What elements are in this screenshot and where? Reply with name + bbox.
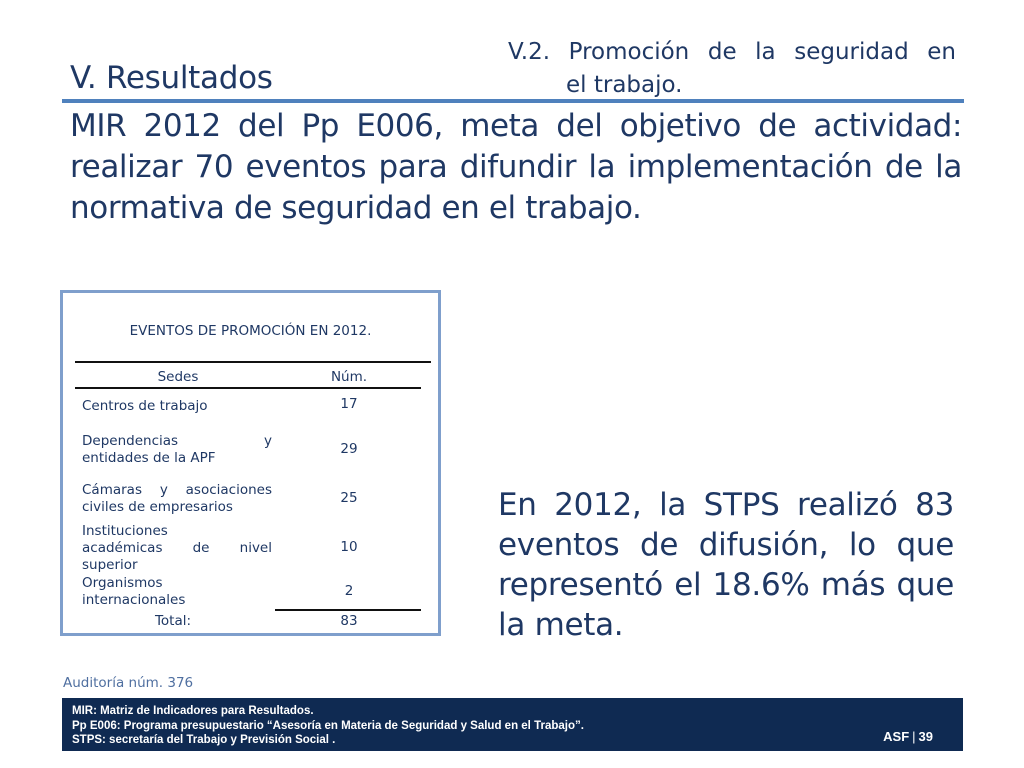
row-num: 10 — [340, 539, 358, 555]
header-num: Núm. — [330, 369, 368, 385]
table-total-rule — [275, 609, 421, 611]
row-sede: Organismos internacionales — [82, 575, 186, 608]
footer-bar — [62, 698, 963, 751]
section-title: V. Resultados — [70, 60, 273, 96]
row-num: 25 — [340, 490, 358, 506]
table-title: EVENTOS DE PROMOCIÓN EN 2012. — [129, 323, 372, 339]
subtitle-line-2: el trabajo. — [566, 72, 683, 98]
subtitle-line-1: V.2. Promoción de la seguridad en — [508, 39, 956, 65]
row-num: 17 — [340, 396, 358, 412]
audit-label: Auditoría núm. 376 — [63, 675, 194, 691]
table-header-rule — [75, 387, 421, 389]
events-table — [60, 290, 441, 636]
footer-note: Pp E006: Programa presupuestario “Asesoría en Materia de Seguridad y Salud en el Trabajo”. — [72, 719, 584, 732]
footer-note: STPS: secretaría del Trabajo y Previsión Social . — [72, 734, 336, 746]
row-num: 2 — [344, 583, 354, 599]
table-top-rule — [75, 361, 431, 363]
total-value: 83 — [340, 613, 358, 629]
main-statement: MIR 2012 del Pp E006, meta del objetivo de actividad: realizar 70 eventos para difundir la implementación de la normativa de seguridad en el trabajo. — [70, 108, 962, 226]
slide-subtitle — [508, 36, 956, 102]
row-sede: Instituciones académicas de nivel superior — [82, 523, 272, 573]
footer-notes — [72, 704, 584, 748]
row-num: 29 — [340, 441, 358, 457]
row-sede: Cámaras y asociaciones civiles de empresarios — [82, 482, 272, 515]
footer-brand — [883, 729, 933, 744]
total-label: Total: — [154, 613, 192, 629]
brand-label: ASF — [883, 729, 910, 744]
brand-separator: | — [912, 729, 916, 744]
row-sede: Centros de trabajo — [82, 398, 208, 414]
title-divider — [62, 99, 964, 103]
footer-note: MIR: Matriz de Indicadores para Resultados. — [72, 705, 314, 717]
header-sedes: Sedes — [157, 369, 199, 385]
result-statement: En 2012, la STPS realizó 83 eventos de difusión, lo que representó el 18.6% más que la meta. — [498, 487, 954, 643]
page-number: 39 — [918, 729, 933, 744]
row-sede: Dependencias y entidades de la APF — [82, 433, 272, 466]
